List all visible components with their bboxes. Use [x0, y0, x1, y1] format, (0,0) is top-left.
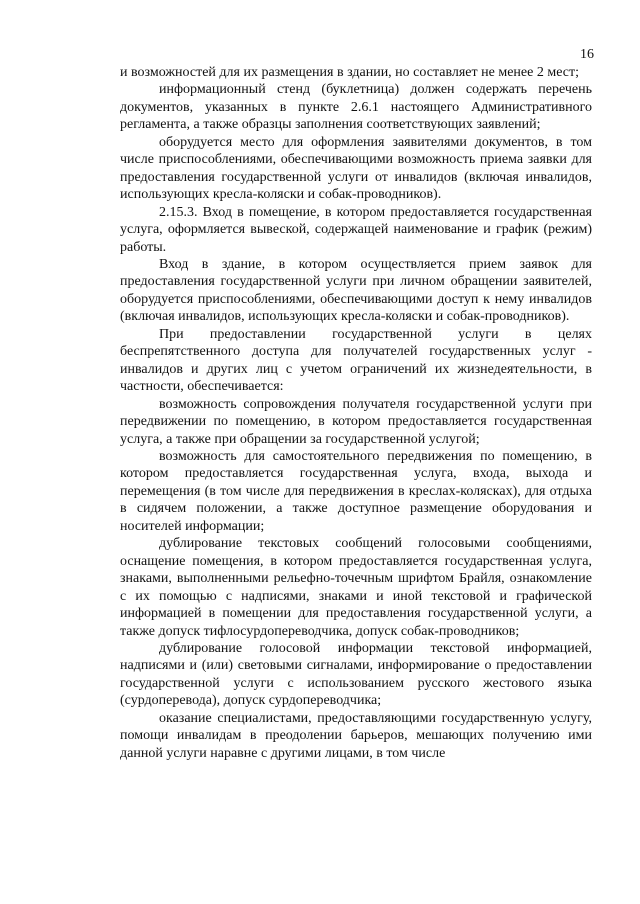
page-number: 16 [580, 47, 594, 62]
paragraph: дублирование голосовой информации текстовой информацией, надписями и (или) световыми сигналами, информирование о предоставлении государственной услуги с использованием русского жестового языка (сурдоперевода), допуск сурдопереводчика; [120, 640, 592, 709]
paragraph: информационный стенд (буклетница) должен содержать перечень документов, указанных в пункте 2.6.1 настоящего Административного регламента, а также образцы заполнения соответствующих заявлений; [120, 82, 592, 133]
paragraph: дублирование текстовых сообщений голосовыми сообщениями, оснащение помещения, в котором предоставляется государственная услуга, знаками, выполненными рельефно-точечным шрифтом Брайля, ознакомление с их помощью с надписями, знаками и иной текстовой и графической информацией в помещении для предоставления государственной услуги, а также допуск тифлосурдопереводчика, допуск собак-проводников; [120, 536, 592, 639]
paragraph: 2.15.3. Вход в помещение, в котором предоставляется государственная услуга, оформляется вывеской, содержащей наименование и график (режим) работы. [120, 204, 592, 255]
paragraph: возможность для самостоятельного передвижения по помещению, в котором предоставляется государственная услуга, входа, выхода и перемещения (в том числе для передвижения в креслах-колясках), для отдыха в сидячем положении, а также доступное размещение оборудования и носителей информации; [120, 448, 592, 534]
paragraph: и возможностей для их размещения в здании, но составляет не менее 2 мест; [120, 65, 579, 80]
paragraph: возможность сопровождения получателя государственной услуги при передвижении по помещению, в котором предоставляется государственная услуга, а также при обращении за государственной услугой; [120, 396, 592, 447]
paragraph: оказание специалистами, предоставляющими государственную услугу, помощи инвалидам в преодолении барьеров, мешающих получению ими данной услуги наравне с другими лицами, в том числе [120, 710, 592, 761]
paragraph: Вход в здание, в котором осуществляется прием заявок для предоставления государственной услуги при личном обращении заявителей, оборудуется приспособлениями, обеспечивающими доступ к нему инвалидов (включая инвалидов, использующих кресла-коляски и собак-проводников). [120, 256, 592, 325]
paragraph: оборудуется место для оформления заявителями документов, в том числе приспособлениями, обеспечивающими возможность приема заявки для предоставления государственной услуги от инвалидов (включая инвалидов, использующих кресла-коляски и собак-проводников). [120, 134, 592, 203]
document-body [120, 64, 592, 762]
paragraph: При предоставлении государственной услуги в целях беспрепятственного доступа для получателей государственных услуг - инвалидов и других лиц с учетом ограничений их жизнедеятельности, в частности, обеспечивается: [120, 326, 592, 395]
